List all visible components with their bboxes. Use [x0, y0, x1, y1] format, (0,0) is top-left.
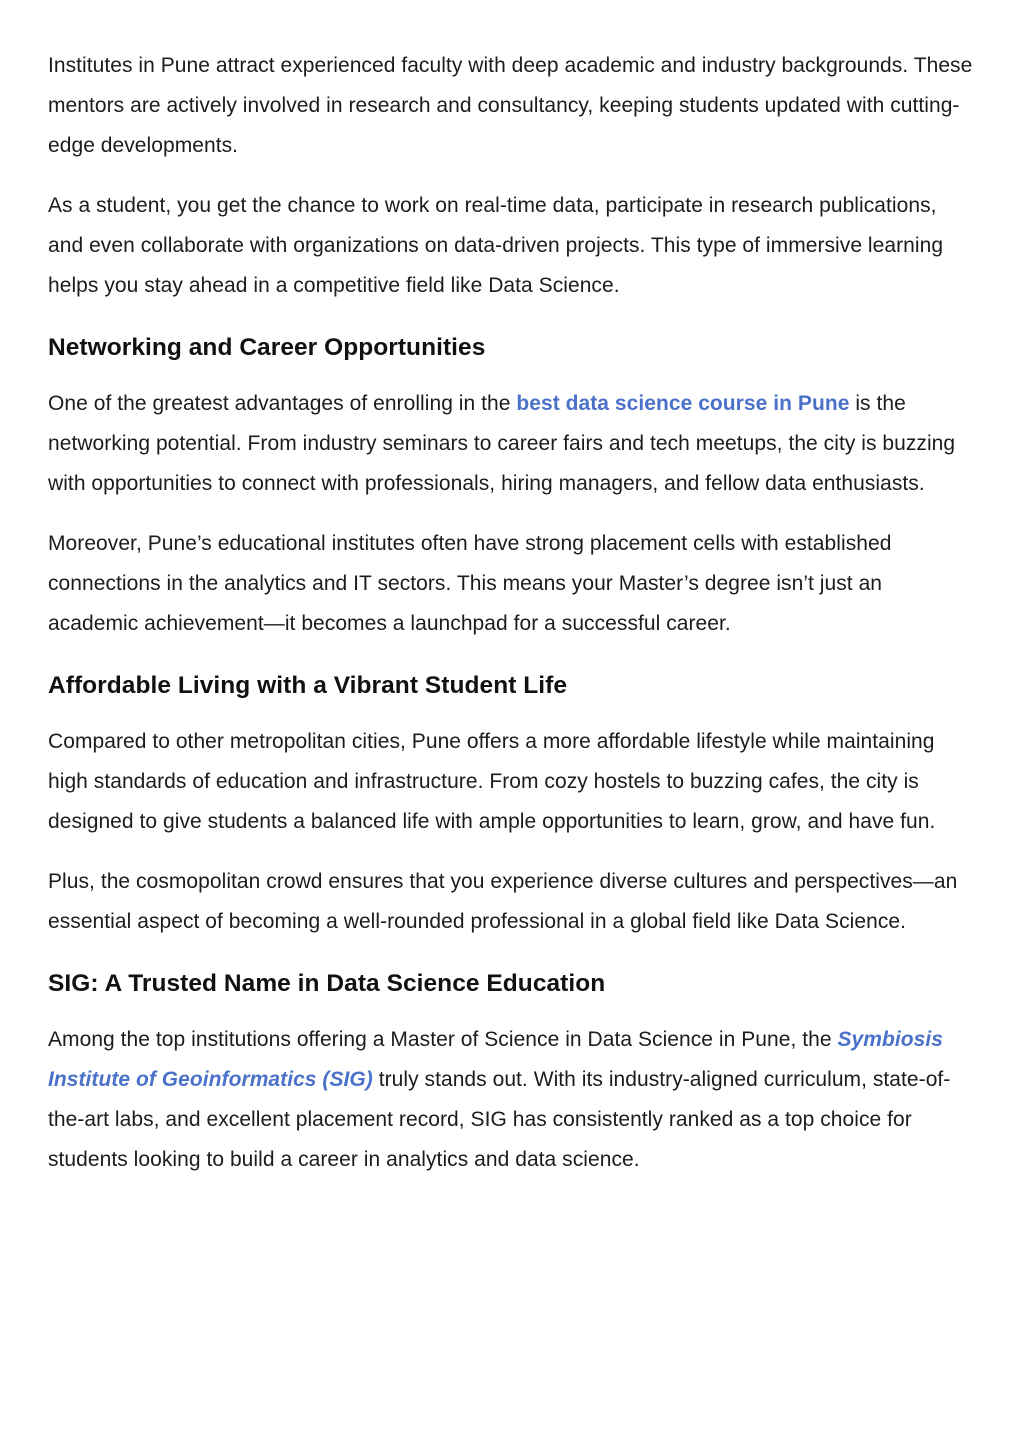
- symbiosis-institute-link[interactable]: Symbiosis Institute of Geoinformatics (SIG): [48, 1028, 943, 1091]
- intro-paragraph-faculty: Institutes in Pune attract experienced faculty with deep academic and industry backgrounds. These mentors are actively involved in research and consultancy, keeping students updated with cutting-edge developments.: [48, 54, 973, 157]
- intro-paragraph-realtime-data: As a student, you get the chance to work on real-time data, participate in research publications, and even collaborate with organizations on data-driven projects. This type of immersive learning helps you stay ahead in a competitive field like Data Science.: [48, 194, 944, 297]
- affordable-living-heading: Affordable Living with a Vibrant Student Life: [48, 672, 568, 699]
- living-paragraph-1: Compared to other metropolitan cities, Pune offers a more affordable lifestyle while maintaining high standards of education and infrastructure. From cozy hostels to buzzing cafes, the city is designed to give students a balanced life with ample opportunities to learn, grow, and have fun.: [48, 730, 936, 833]
- best-data-science-course-link[interactable]: best data science course in Pune: [516, 392, 850, 415]
- networking-heading: Networking and Career Opportunities: [48, 334, 486, 361]
- networking-p1-text-before: One of the greatest advantages of enrolling in the: [48, 392, 517, 415]
- networking-paragraph-2: Moreover, Pune’s educational institutes often have strong placement cells with established connections in the analytics and IT sectors. This means your Master’s degree isn’t just an academic achievement—it becomes a launchpad for a successful career.: [48, 532, 892, 635]
- sig-p1-text-after: truly stands out. With its industry-aligned curriculum, state-of-the-art labs, and excellent placement record, SIG has consistently ranked as a top choice for students looking to build a career in analytics and data science.: [48, 1068, 951, 1171]
- sig-paragraph: [48, 1020, 976, 1180]
- sig-p1-text-before: Among the top institutions offering a Master of Science in Data Science in Pune, the: [48, 1028, 838, 1051]
- networking-paragraph-1: [48, 384, 976, 504]
- networking-p1-text-after: is the networking potential. From industry seminars to career fairs and tech meetups, the city is buzzing with opportunities to connect with professionals, hiring managers, and fellow data enthusiasts.: [48, 392, 956, 495]
- sig-heading: SIG: A Trusted Name in Data Science Education: [48, 970, 606, 997]
- living-paragraph-2: Plus, the cosmopolitan crowd ensures that you experience diverse cultures and perspectives—an essential aspect of becoming a well-rounded professional in a global field like Data Science.: [48, 870, 958, 933]
